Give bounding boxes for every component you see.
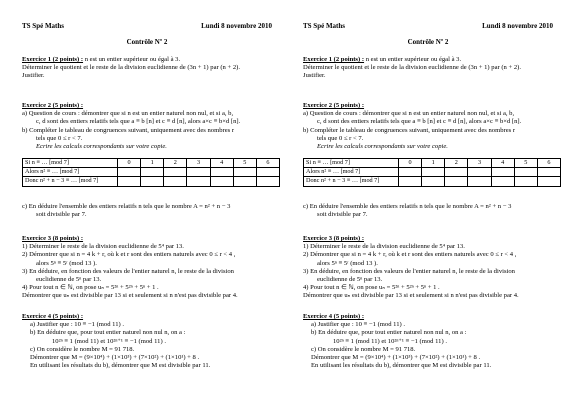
date-label: Lundi 8 novembre 2010 [201, 22, 272, 30]
exercise-4-line: 10²ⁿ ≡ 1 (mod 11) et 10²ⁿ⁺¹ ≡ −1 (mod 11) . [52, 337, 166, 345]
table-row [23, 159, 280, 168]
empty-cell [399, 177, 422, 186]
exercise-3-line: alors 5ⁿ ≡ 5ʳ (mod 13 ). [317, 259, 378, 267]
empty-cell [256, 177, 279, 186]
page-header [303, 22, 553, 31]
row-label: Donc n² + n − 3 ≡ … [mod 7] [304, 177, 399, 186]
exercise-4-heading: Exercice 4 (5 points) : [22, 313, 84, 320]
residue-cell: 3 [187, 159, 210, 168]
exercise-2-line: c, d sont des entiers relatifs tels que a ≡ b [n] et c ≡ d [n], alors a×c ≡ b×d [n]. [317, 118, 522, 126]
test-title: Contrôle Nº 2 [126, 38, 168, 46]
row-label: Alors n² ≡ … [mod 7] [304, 168, 399, 177]
empty-cell [256, 168, 279, 177]
congruence-table [22, 158, 280, 187]
exercise-2-line: soit divisible par 7. [317, 211, 368, 219]
exercise-2-line: c, d sont des entiers relatifs tels que a ≡ b [n] et c ≡ d [n], alors a×c ≡ b×d [n]. [36, 118, 241, 126]
exercise-1 [303, 56, 559, 81]
empty-cell [468, 177, 491, 186]
exercise-4 [22, 313, 278, 370]
exercise-4-line: En utilisant les résultats du b), démontrer que M est divisible par 11. [30, 362, 211, 370]
exercise-4-line: a) Justifier que : 10 ≡ −1 (mod 11) . [30, 321, 124, 329]
empty-cell [187, 168, 210, 177]
exercise-3-line: 4) Pour tout n ∈ ℕ, on pose uₙ = 5²ⁿ + 5²ⁿ + 5ⁿ + 1 . [22, 284, 159, 292]
exercise-2 [303, 102, 559, 151]
exercise-3-line: Démontrer que uₙ est divisible par 13 si et seulement si n n'est pas divisible par 4. [22, 292, 238, 300]
row-label: Si n ≡ … [mod 7] [304, 159, 399, 168]
exercise-1-heading: Exercice 1 (2 points) : [22, 56, 84, 63]
exercise-1-line: n est un entier supérieur ou égal à 3. [83, 56, 181, 63]
exercise-3-line: 3) En déduire, en fonction des valeurs de l'entier naturel n, le reste de la division [22, 267, 234, 275]
congruence-table [303, 158, 561, 187]
exercise-2-line: c) En déduire l'ensemble des entiers relatifs n tels que le nombre A = n² + n − 3 [303, 203, 512, 210]
exercise-1-line: n est un entier supérieur ou égal à 3. [364, 56, 462, 63]
exercise-2-line: soit divisible par 7. [36, 211, 87, 219]
course-label: TS Spé Maths [22, 22, 65, 30]
page-header [22, 22, 272, 31]
exercise-2-line: b) Compléter le tableau de congruences suivant, uniquement avec des nombres r [303, 126, 516, 134]
exercise-4-line: 10²ⁿ ≡ 1 (mod 11) et 10²ⁿ⁺¹ ≡ −1 (mod 11) . [333, 337, 447, 345]
exercise-2-note: Ecrire les calculs correspondants sur votre copie. [36, 143, 167, 151]
empty-cell [141, 168, 164, 177]
exercise-4-line: c) On considère le nombre M = 91 718. [311, 345, 416, 353]
exercise-3-line: Démontrer que uₙ est divisible par 13 si et seulement si n n'est pas divisible par 4. [303, 292, 519, 300]
exercise-3-line: 4) Pour tout n ∈ ℕ, on pose uₙ = 5²ⁿ + 5²ⁿ + 5ⁿ + 1 . [303, 284, 440, 292]
exercise-1-line: Déterminer le quotient et le reste de la division euclidienne de (3n + 1) par (n + 2). [22, 64, 240, 72]
table-row [23, 177, 280, 186]
exercise-2-note: Ecrire les calculs correspondants sur votre copie. [317, 143, 448, 151]
exercise-3-line: euclidienne de 5ⁿ par 13. [317, 276, 383, 284]
residue-cell: 3 [468, 159, 491, 168]
exercise-3-line: 2) Démontrer que si n = 4 k + r, où k et r sont des entiers naturels avec 0 ≤ r < 4 , [303, 251, 517, 259]
residue-cell: 0 [118, 159, 141, 168]
course-label: TS Spé Maths [303, 22, 346, 30]
table-row [23, 168, 280, 177]
empty-cell [422, 168, 445, 177]
page-copy-right [289, 0, 566, 400]
exercise-4-line: a) Justifier que : 10 ≡ −1 (mod 11) . [311, 321, 405, 329]
empty-cell [164, 168, 187, 177]
row-label: Si n ≡ … [mod 7] [23, 159, 118, 168]
exercise-4-line: Démontrer que M = (9×10⁴) + (1×10³) + (7×10²) + (1×10¹) + 8 . [311, 354, 481, 362]
test-title: Contrôle Nº 2 [407, 38, 449, 46]
residue-cell: 0 [399, 159, 422, 168]
empty-cell [141, 177, 164, 186]
exercise-1 [22, 56, 278, 81]
exercise-3 [303, 235, 559, 301]
row-label: Donc n² + n − 3 ≡ … [mod 7] [23, 177, 118, 186]
exercise-2-line: b) Compléter le tableau de congruences suivant, uniquement avec des nombres r [22, 126, 235, 134]
exercise-3-line: 3) En déduire, en fonction des valeurs de l'entier naturel n, le reste de la division [303, 267, 515, 275]
exercise-3-line: 2) Démontrer que si n = 4 k + r, où k et r sont des entiers naturels avec 0 ≤ r < 4 , [22, 251, 236, 259]
exercise-2-line: tels que 0 ≤ r < 7. [36, 134, 83, 142]
residue-cell: 5 [514, 159, 537, 168]
exercise-4-line: b) En déduire que, pour tout entier naturel non nul n, on a : [30, 329, 186, 337]
page-copy-left [8, 0, 286, 400]
empty-cell [537, 177, 560, 186]
exercise-3-heading: Exercice 3 (8 points) : [303, 235, 365, 242]
residue-cell: 2 [445, 159, 468, 168]
exercise-2-heading: Exercice 2 (5 points) : [22, 102, 84, 109]
empty-cell [118, 177, 141, 186]
exercise-2-line: c) En déduire l'ensemble des entiers relatifs n tels que le nombre A = n² + n − 3 [22, 203, 231, 210]
exercise-2-part-c [303, 203, 559, 219]
empty-cell [537, 168, 560, 177]
row-label: Alors n² ≡ … [mod 7] [23, 168, 118, 177]
empty-cell [187, 177, 210, 186]
exercise-3-heading: Exercice 3 (8 points) : [22, 235, 84, 242]
exercise-4-line: En utilisant les résultats du b), démontrer que M est divisible par 11. [311, 362, 492, 370]
empty-cell [514, 168, 537, 177]
exercise-4-line: b) En déduire que, pour tout entier naturel non nul n, on a : [311, 329, 467, 337]
empty-cell [491, 168, 514, 177]
exercise-3-line: 1) Déterminer le reste de la division euclidienne de 5⁴ par 13. [303, 243, 465, 251]
empty-cell [399, 168, 422, 177]
exercise-2 [22, 102, 278, 151]
exercise-2-line: a) Question de cours : démontrer que si n est un entier naturel non nul, et si a, b, [303, 110, 515, 118]
empty-cell [210, 177, 233, 186]
empty-cell [422, 177, 445, 186]
exercise-2-line: a) Question de cours : démontrer que si n est un entier naturel non nul, et si a, b, [22, 110, 234, 118]
empty-cell [514, 177, 537, 186]
exercise-2-line: tels que 0 ≤ r < 7. [317, 134, 364, 142]
residue-cell: 1 [141, 159, 164, 168]
exercise-1-line: Déterminer le quotient et le reste de la division euclidienne de (3n + 1) par (n + 2). [303, 64, 521, 72]
empty-cell [118, 168, 141, 177]
date-label: Lundi 8 novembre 2010 [482, 22, 553, 30]
residue-cell: 6 [256, 159, 279, 168]
exercise-1-line: Justifier. [22, 72, 45, 80]
exercise-3-line: alors 5ⁿ ≡ 5ʳ (mod 13 ). [36, 259, 97, 267]
empty-cell [164, 177, 187, 186]
exercise-4 [303, 313, 559, 370]
empty-cell [468, 168, 491, 177]
exercise-2-part-c [22, 203, 278, 219]
exercise-3 [22, 235, 278, 301]
residue-cell: 6 [537, 159, 560, 168]
empty-cell [445, 168, 468, 177]
empty-cell [445, 177, 468, 186]
residue-cell: 4 [210, 159, 233, 168]
empty-cell [233, 168, 256, 177]
empty-cell [491, 177, 514, 186]
exercise-4-line: c) On considère le nombre M = 91 718. [30, 345, 135, 353]
table-row [304, 168, 561, 177]
exercise-3-line: 1) Déterminer le reste de la division euclidienne de 5⁴ par 13. [22, 243, 184, 251]
residue-cell: 4 [491, 159, 514, 168]
table-row [304, 159, 561, 168]
exercise-4-heading: Exercice 4 (5 points) : [303, 313, 365, 320]
exercise-2-heading: Exercice 2 (5 points) : [303, 102, 365, 109]
empty-cell [210, 168, 233, 177]
residue-cell: 1 [422, 159, 445, 168]
residue-cell: 2 [164, 159, 187, 168]
residue-cell: 5 [233, 159, 256, 168]
empty-cell [233, 177, 256, 186]
exercise-4-line: Démontrer que M = (9×10⁴) + (1×10³) + (7×10²) + (1×10¹) + 8 . [30, 354, 200, 362]
exercise-3-line: euclidienne de 5ⁿ par 13. [36, 276, 102, 284]
table-row [304, 177, 561, 186]
exercise-1-heading: Exercice 1 (2 points) : [303, 56, 365, 63]
exercise-1-line: Justifier. [303, 72, 326, 80]
